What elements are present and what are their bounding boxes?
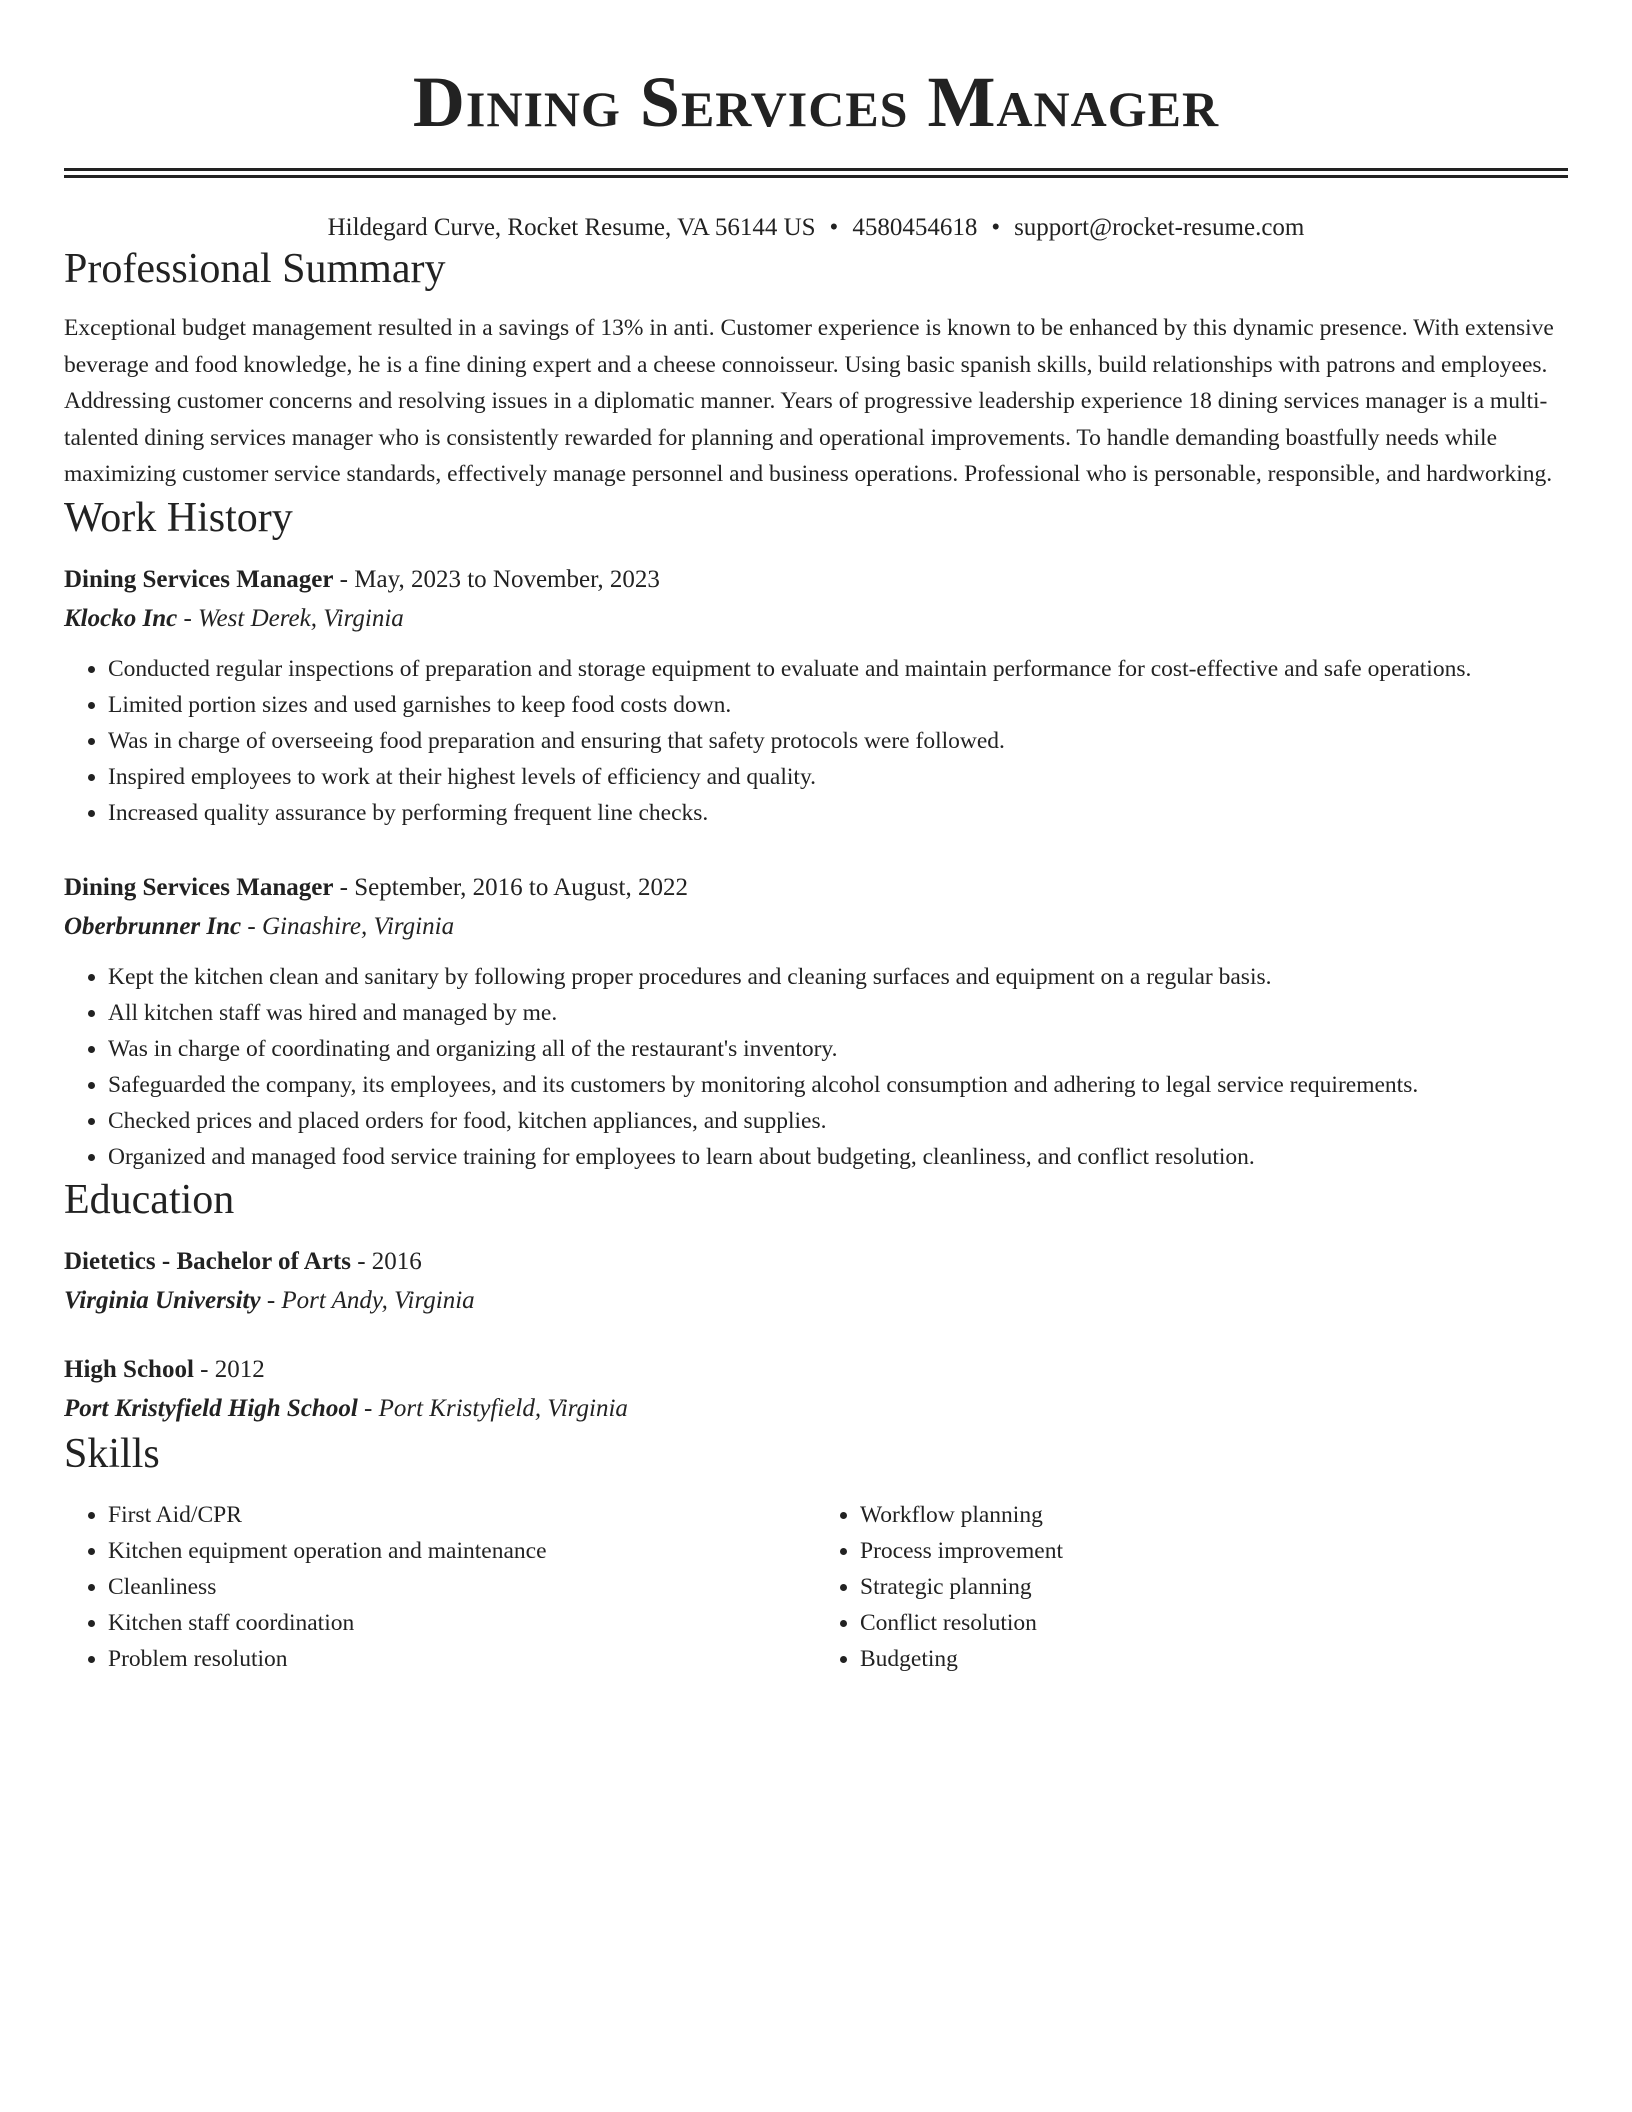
education-entry	[64, 1243, 1568, 1321]
degree: High School	[64, 1355, 194, 1383]
list-item: • Budgeting	[860, 1641, 1568, 1677]
job-title: Dining Services Manager	[64, 565, 334, 593]
list-item: • Was in charge of coordinating and organizing all of the restaurant's inventory.	[108, 1031, 1568, 1067]
education-entry	[64, 1351, 1568, 1429]
school-location: - Port Kristyfield, Virginia	[357, 1394, 628, 1422]
skills-columns	[64, 1497, 1568, 1677]
job-company-line	[64, 907, 1568, 947]
degree-line	[64, 1243, 1568, 1281]
contact-phone: 4580454618	[852, 214, 978, 241]
contact-address: Hildegard Curve, Rocket Resume, VA 56144 US	[327, 214, 816, 241]
list-item: • Limited portion sizes and used garnishes to keep food costs down.	[108, 687, 1568, 723]
summary-text: Exceptional budget management resulted in a savings of 13% in anti. Customer experience is known to be enhanced by this dynamic presence. With extensive beverage and food knowledge, he is a fine dining expert and a cheese connoisseur. Using basic spanish skills, build relationships with patrons and employees. Addressing customer concerns and resolving issues in a diplomatic manner. Years of progressive leadership experience 18 dining services manager is a multi-talented dining services manager who is consistently rewarded for planning and operational improvements. To handle demanding boastfully needs while maximizing customer service standards, effectively manage personnel and business operations. Professional who is personable, responsible, and hardworking.	[64, 315, 1554, 487]
school-line	[64, 1389, 1568, 1429]
job-location: - Ginashire, Virginia	[241, 912, 455, 940]
resume-title: Dining Services Manager	[412, 62, 1220, 142]
job-company-line	[64, 599, 1568, 639]
list-item: • Kitchen staff coordination	[108, 1605, 816, 1641]
job-bullets	[64, 959, 1568, 1175]
summary-heading: Professional Summary	[64, 246, 446, 292]
job-title: Dining Services Manager	[64, 873, 334, 901]
school-line	[64, 1281, 1568, 1321]
skills-heading: Skills	[64, 1430, 160, 1477]
graduation-year: - 2016	[350, 1247, 422, 1275]
degree-line	[64, 1351, 1568, 1389]
degree: Dietetics - Bachelor of Arts	[64, 1247, 351, 1275]
job-location: - West Derek, Virginia	[177, 604, 404, 632]
list-item: • Inspired employees to work at their highest levels of efficiency and quality.	[108, 759, 1568, 795]
job-company: Klocko Inc	[64, 604, 178, 632]
title-divider	[64, 168, 1568, 178]
school-name: Virginia University	[64, 1286, 261, 1314]
school-location: - Port Andy, Virginia	[260, 1286, 475, 1314]
list-item: • Workflow planning	[860, 1497, 1568, 1533]
list-item: • Checked prices and placed orders for food, kitchen appliances, and supplies.	[108, 1103, 1568, 1139]
list-item: • Conflict resolution	[860, 1605, 1568, 1641]
job-dates: - September, 2016 to August, 2022	[333, 873, 688, 901]
list-item: • Kitchen equipment operation and maintenance	[108, 1533, 816, 1569]
contact-separator: •	[991, 214, 1001, 241]
list-item: • Organized and managed food service training for employees to learn about budgeting, cleanliness, and conflict resolution.	[108, 1139, 1568, 1175]
list-item: • Safeguarded the company, its employees, and its customers by monitoring alcohol consumption and adhering to legal service requirements.	[108, 1067, 1568, 1103]
list-item: • Cleanliness	[108, 1569, 816, 1605]
contact-email: support@rocket-resume.com	[1014, 214, 1305, 241]
list-item: • Was in charge of overseeing food preparation and ensuring that safety protocols were followed.	[108, 723, 1568, 759]
job-company: Oberbrunner Inc	[64, 912, 242, 940]
list-item: • Strategic planning	[860, 1569, 1568, 1605]
work-history-heading: Work History	[64, 494, 293, 541]
job-dates: - May, 2023 to November, 2023	[333, 565, 660, 593]
job-title-line	[64, 869, 1568, 907]
school-name: Port Kristyfield High School	[64, 1394, 358, 1422]
list-item: • Increased quality assurance by performing frequent line checks.	[108, 795, 1568, 831]
skills-left-list	[64, 1497, 816, 1677]
list-item: • Kept the kitchen clean and sanitary by following proper procedures and cleaning surfaces and equipment on a regular basis.	[108, 959, 1568, 995]
job-title-line	[64, 561, 1568, 599]
list-item: • Process improvement	[860, 1533, 1568, 1569]
job-entry	[64, 869, 1568, 1175]
list-item: • Conducted regular inspections of preparation and storage equipment to evaluate and maintain performance for cost-effective and safe operations.	[108, 651, 1568, 687]
contact-line	[64, 212, 1568, 244]
job-entry	[64, 561, 1568, 831]
list-item: • First Aid/CPR	[108, 1497, 816, 1533]
list-item: • Problem resolution	[108, 1641, 816, 1677]
job-bullets	[64, 651, 1568, 831]
education-heading: Education	[64, 1176, 235, 1223]
list-item: • All kitchen staff was hired and managed by me.	[108, 995, 1568, 1031]
contact-separator: •	[829, 214, 839, 241]
graduation-year: - 2012	[193, 1355, 265, 1383]
skills-right-list	[816, 1497, 1568, 1677]
